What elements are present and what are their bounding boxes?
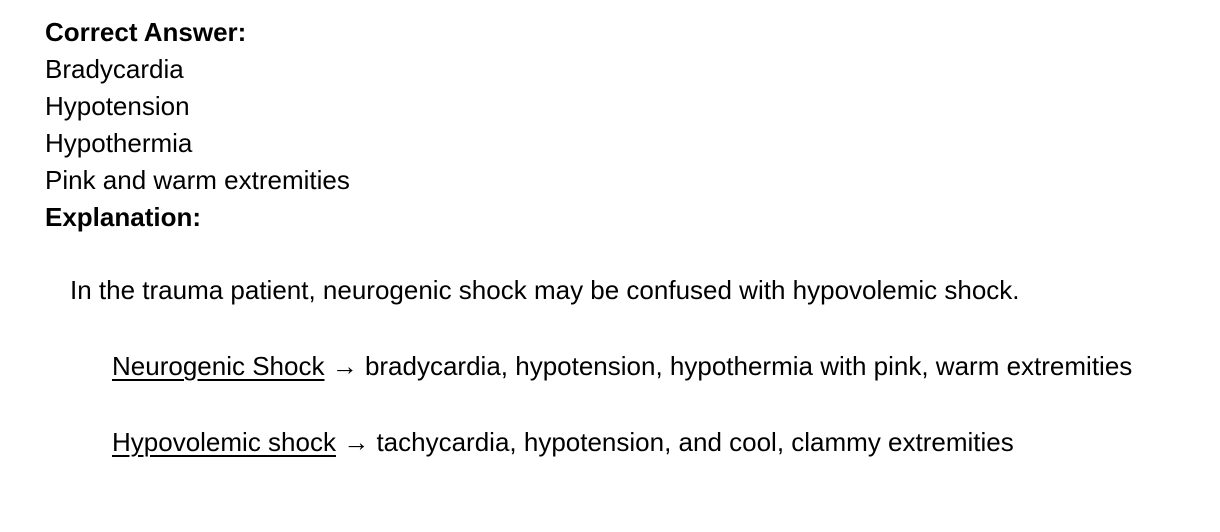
comparison-term-hypovolemic: Hypovolemic shock [112, 427, 336, 457]
explanation-intro: In the trauma patient, neurogenic shock may be confused with hypovolemic shock. [70, 275, 1020, 305]
comparison-description-hypovolemic: tachycardia, hypotension, and cool, clammy extremities [376, 427, 1014, 457]
explanation-heading: Explanation: [45, 202, 202, 232]
answer-line-hypothermia: Hypothermia [45, 128, 193, 158]
comparison-line-hypovolemic [112, 424, 1220, 461]
answer-line-hypotension: Hypotension [45, 91, 190, 121]
comparison-description-neurogenic: bradycardia, hypotension, hypothermia with pink, warm extremities [364, 351, 1133, 381]
comparison-term-neurogenic: Neurogenic Shock [112, 351, 325, 381]
comparison-line-neurogenic [112, 348, 1220, 385]
answer-line-extremities: Pink and warm extremities [45, 165, 350, 195]
right-arrow-glyph: → [331, 351, 358, 381]
answer-block [45, 14, 1220, 236]
correct-answer-heading: Correct Answer: [45, 17, 247, 47]
answer-line-bradycardia: Bradycardia [45, 54, 184, 84]
right-arrow-glyph: → [343, 427, 370, 457]
